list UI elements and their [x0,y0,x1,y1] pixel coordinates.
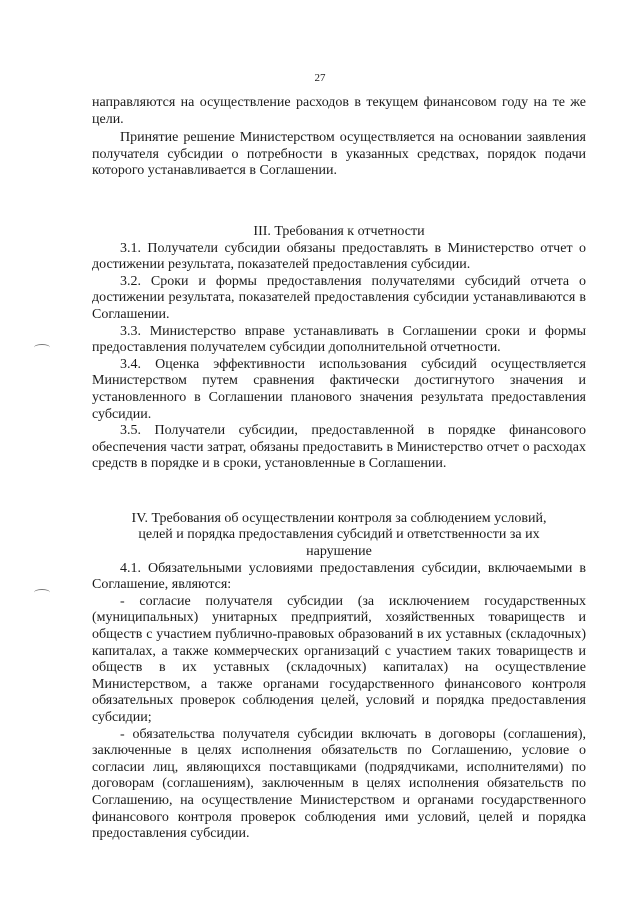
section-4-title-line: целей и порядка предоставления субсидий и ответственности за их [138,527,540,543]
bullet-item: - согласие получателя субсидии (за исключением государственных (муниципальных) унитарных предприятий, хозяйственных товариществ и обществ с участием публично-правовых образований в их уставных (складочных) капиталах, а также коммерческих организаций с участием таких товариществ и обществ в их уставных (складочных) капиталах) на осуществление Министерством, а также органами государственного финансового контроля обязательных проверок соблюдения целей, условий и порядка предоставления субсидии; [92,593,586,725]
page-number: 27 [314,72,326,84]
document-body [92,95,586,843]
section-4-title-line: IV. Требования об осуществлении контроля за соблюдением условий, [131,510,547,526]
clause-3-3: 3.3. Министерство вправе устанавливать в Соглашении сроки и формы предоставления получателем субсидии дополнительной отчетности. [92,323,586,356]
intro-paragraph: направляются на осуществление расходов в текущем финансовом году на те же цели. [92,95,586,127]
clause-3-2: 3.2. Сроки и формы предоставления получателями субсидий отчета о достижении результата, показателей предоставления субсидии устанавливаются в Соглашении. [92,273,586,322]
clause-4-1: 4.1. Обязательными условиями предоставления субсидии, включаемыми в Соглашение, являются: [92,560,586,593]
bullet-item: - обязательства получателя субсидии включать в договоры (соглашения), заключенные в целях исполнения обязательств по Соглашению, условие о согласии лиц, являющихся поставщиками (подрядчиками, исполнителями) по договорам (соглашениям), заключенным в целях исполнения обязательств по Соглашению, на осуществление Министерством и органами государственного финансового контроля проверок соблюдения ими условий, целей и порядка предоставления субсидии. [92,726,586,842]
scan-mark [34,589,50,596]
clause-3-4: 3.4. Оценка эффективности использования субсидий осуществляется Министерством путем сравнения фактически достигнутого значения и установленного в Соглашении планового значения результата предоставления субсидии. [92,356,586,422]
clause-3-5: 3.5. Получатели субсидии, предоставленной в порядке финансового обеспечения части затрат, обязаны предоставить в Министерство отчет о расходах средств в порядке и в сроки, установленные в Соглашении. [92,423,586,472]
scan-mark [34,344,50,351]
clause-3-1: 3.1. Получатели субсидии обязаны предоставлять в Министерство отчет о достижении результата, показателей предоставления субсидии. [92,240,586,273]
section-3-title: III. Требования к отчетности [253,223,425,239]
section-4-title-line: нарушение [306,544,372,560]
intro-paragraph: Принятие решение Министерством осуществляется на основании заявления получателя субсидии о потребности в указанных средствах, порядок подачи которого устанавливается в Соглашении. [92,130,586,179]
